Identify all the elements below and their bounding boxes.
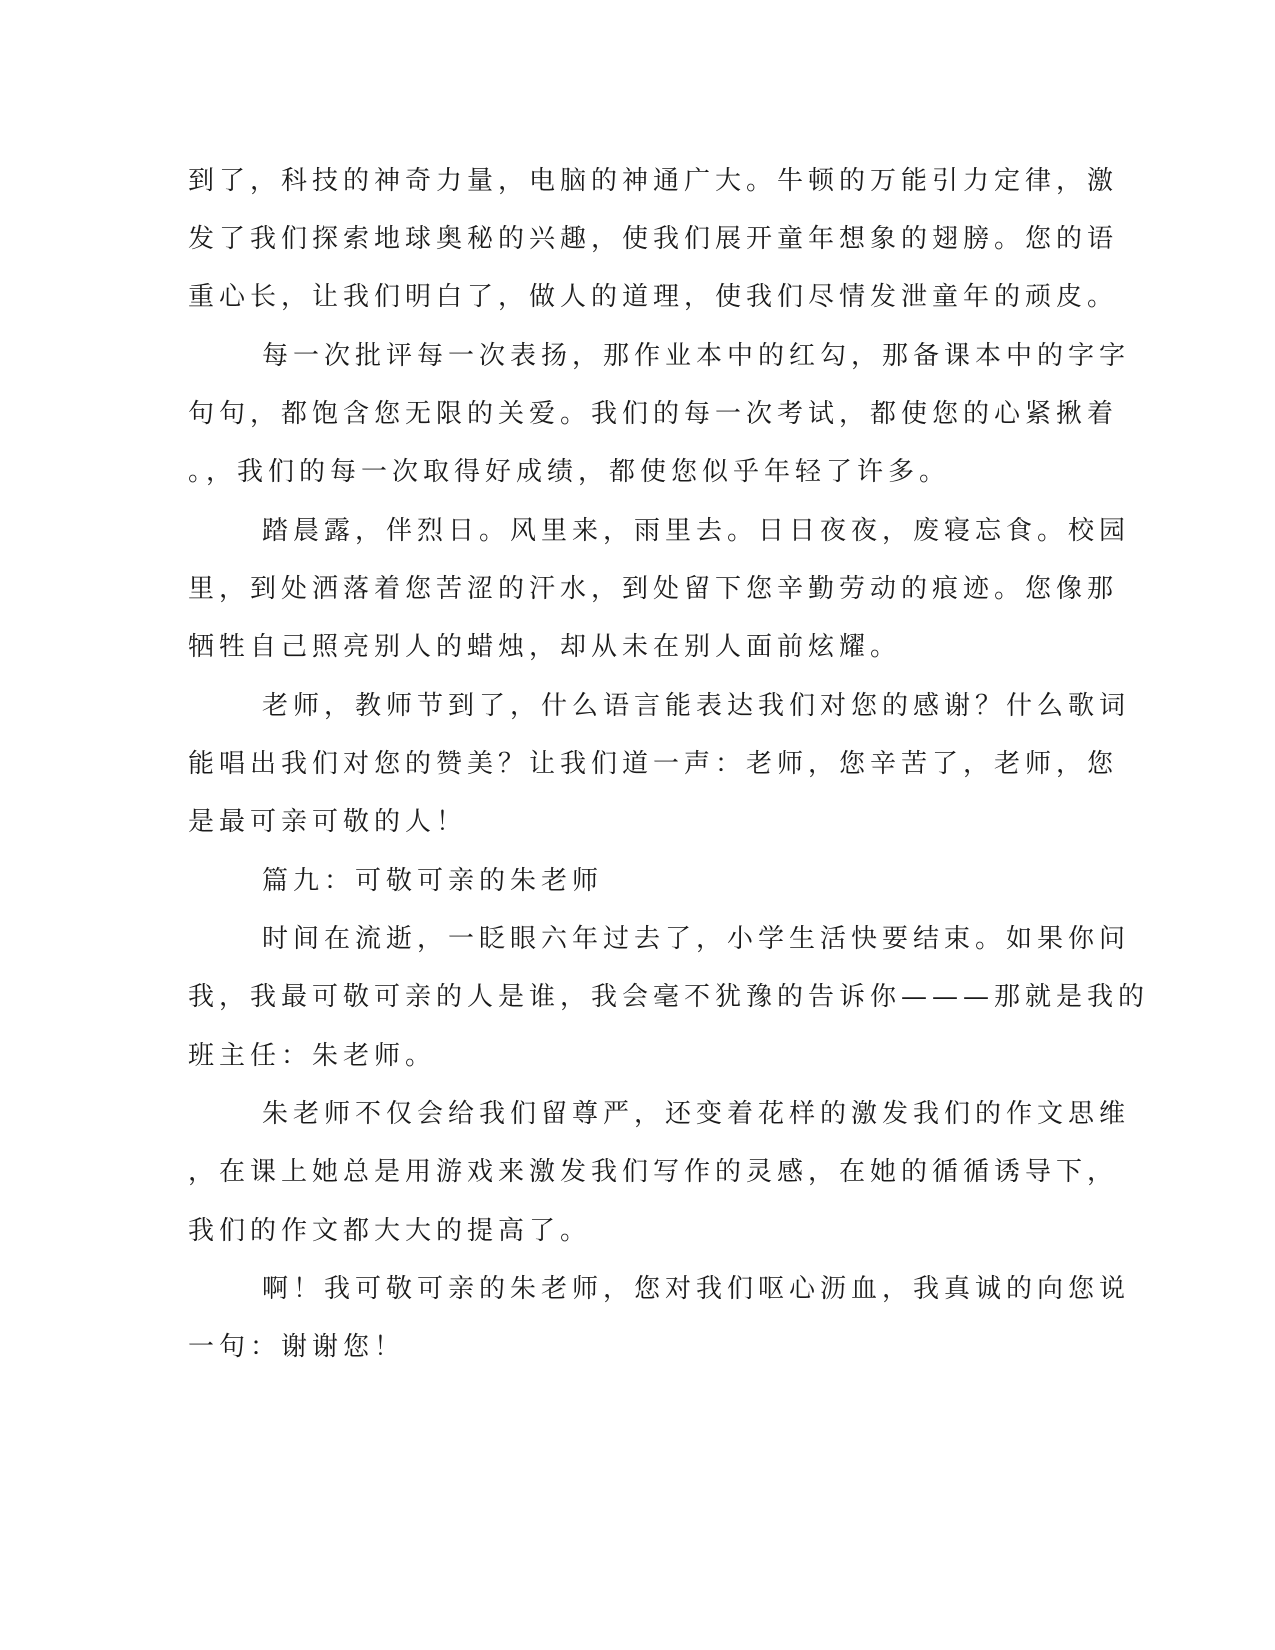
text-line: 牺牲自己照亮别人的蜡烛，却从未在别人面前炫耀。 [188, 632, 902, 662]
text-line: 能唱出我们对您的赞美？让我们道一声：老师，您辛苦了，老师，您 [188, 749, 1119, 779]
text-line: 重心长，让我们明白了，做人的道理，使我们尽情发泄童年的顽皮。 [188, 282, 1119, 312]
text-line: 句句，都饱含您无限的关爱。我们的每一次考试，都使您的心紧揪着 [188, 399, 1119, 429]
text-line: 我，我最可敬可亲的人是谁，我会毫不犹豫的告诉你———那就是我的 [188, 982, 1150, 1012]
text-line: 我们的作文都大大的提高了。 [188, 1216, 592, 1246]
text-line: 一句：谢谢您！ [188, 1332, 406, 1362]
text-line: 是最可亲可敬的人！ [188, 807, 468, 837]
text-line: ，在课上她总是用游戏来激发我们写作的灵感，在她的循循诱导下， [188, 1157, 1119, 1187]
text-line: 班主任：朱老师。 [188, 1041, 437, 1071]
text-line: 。，我们的每一次取得好成绩，都使您似乎年轻了许多。 [188, 457, 951, 487]
text-line: 到了，科技的神奇力量，电脑的神通广大。牛顿的万能引力定律，激 [188, 166, 1119, 196]
text-line: 里，到处洒落着您苦涩的汗水，到处留下您辛勤劳动的痕迹。您像那 [188, 574, 1119, 604]
text-line: 时间在流逝，一眨眼六年过去了，小学生活快要结束。如果你问 [262, 924, 1131, 954]
text-line: 啊！我可敬可亲的朱老师，您对我们呕心沥血，我真诚的向您说 [262, 1274, 1131, 1304]
text-line: 老师，教师节到了，什么语言能表达我们对您的感谢？什么歌词 [262, 691, 1131, 721]
section-heading: 篇九：可敬可亲的朱老师 [262, 866, 604, 896]
text-line: 发了我们探索地球奥秘的兴趣，使我们展开童年想象的翅膀。您的语 [188, 224, 1119, 254]
text-line: 每一次批评每一次表扬，那作业本中的红勾，那备课本中的字字 [262, 341, 1131, 371]
text-line: 朱老师不仅会给我们留尊严，还变着花样的激发我们的作文思维 [262, 1099, 1131, 1129]
text-line: 踏晨露，伴烈日。风里来，雨里去。日日夜夜，废寝忘食。校园 [262, 516, 1131, 546]
